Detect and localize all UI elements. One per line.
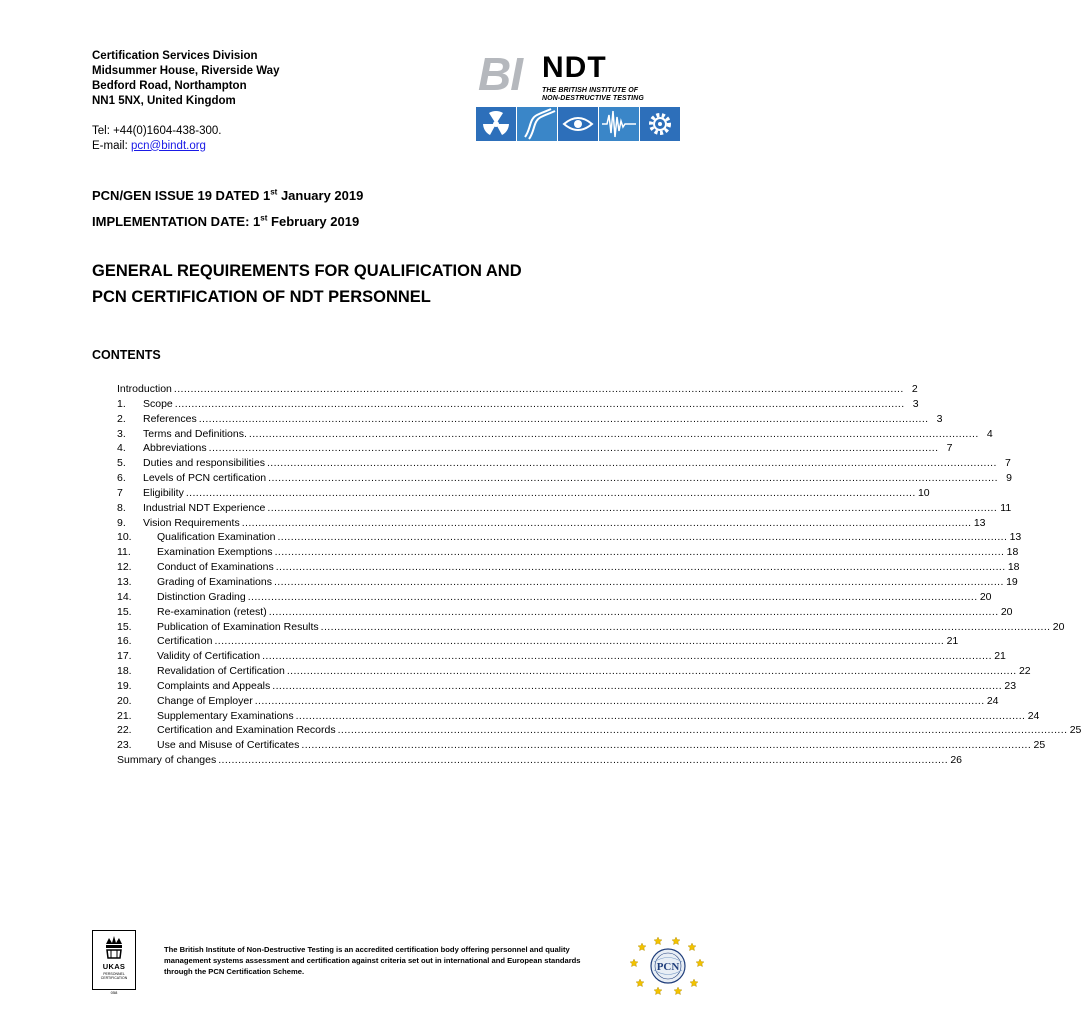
toc-entry-number: 21. bbox=[117, 709, 132, 722]
toc-entry[interactable] bbox=[117, 605, 1013, 620]
toc-entry-number: 10. bbox=[117, 531, 132, 544]
toc-entry-label: Vision Requirements bbox=[143, 516, 240, 529]
logo-icon-strip bbox=[476, 107, 680, 141]
toc-entry-page: 25 bbox=[1033, 739, 1046, 752]
toc-entry-label: Certification bbox=[157, 635, 213, 648]
star-icon bbox=[690, 979, 698, 987]
contents-heading: CONTENTS bbox=[92, 348, 161, 362]
toc-dot-leader: ............................................................................................................................................................................................................................ bbox=[267, 501, 998, 514]
toc-entry[interactable] bbox=[117, 709, 1040, 724]
toc-entry-label: Complaints and Appeals bbox=[157, 679, 271, 692]
crown-icon bbox=[104, 934, 124, 960]
toc-entry-page: 3 bbox=[912, 397, 919, 410]
toc-entry[interactable] bbox=[117, 753, 963, 768]
toc-entry-page: 13 bbox=[973, 516, 986, 529]
toc-entry-label: Terms and Definitions. bbox=[143, 427, 247, 440]
toc-dot-leader: ............................................................................................................................................................................................................................ bbox=[277, 531, 1008, 544]
toc-entry-page: 18 bbox=[1007, 561, 1020, 574]
toc-dot-leader: ............................................................................................................................................................................................................................ bbox=[174, 397, 905, 410]
address-line: NN1 5NX, United Kingdom bbox=[92, 95, 236, 107]
toc-entry-number: 7 bbox=[117, 486, 123, 499]
implementation-text: IMPLEMENTATION DATE: 1 bbox=[92, 214, 261, 229]
title-line: GENERAL REQUIREMENTS FOR QUALIFICATION AND bbox=[92, 262, 522, 280]
toc-entry-page: 20 bbox=[1052, 620, 1065, 633]
toc-dot-leader: ............................................................................................................................................................................................................................ bbox=[337, 724, 1068, 737]
toc-entry-page: 21 bbox=[946, 635, 959, 648]
toc-dot-leader: ............................................................................................................................................................................................................................ bbox=[266, 457, 997, 470]
toc-entry-number: 22. bbox=[117, 724, 132, 737]
logo-subtitle bbox=[542, 87, 644, 103]
toc-entry-label: Re-examination (retest) bbox=[157, 605, 267, 618]
toc-dot-leader: ............................................................................................................................................................................................................................ bbox=[320, 620, 1051, 633]
eye-icon bbox=[558, 107, 598, 141]
toc-dot-leader: ............................................................................................................................................................................................................................ bbox=[198, 412, 929, 425]
toc-entry-number: 16. bbox=[117, 635, 132, 648]
star-icon bbox=[654, 987, 662, 995]
toc-entry[interactable] bbox=[117, 649, 1006, 664]
logo-bi-text: BI bbox=[478, 48, 522, 100]
toc-entry-number: 9. bbox=[117, 516, 126, 529]
toc-dot-leader: ............................................................................................................................................................................................................................ bbox=[208, 442, 939, 455]
logo-ndt-text: NDT bbox=[542, 51, 607, 84]
toc-entry[interactable] bbox=[117, 530, 1022, 545]
toc-entry-page: 21 bbox=[994, 650, 1006, 663]
toc-entry-label: Publication of Examination Results bbox=[157, 620, 319, 633]
toc-entry-label: Introduction bbox=[117, 383, 172, 395]
toc-dot-leader: ............................................................................................................................................................................................................................ bbox=[274, 546, 1005, 559]
toc-entry[interactable] bbox=[117, 456, 1011, 471]
toc-entry[interactable] bbox=[117, 501, 1012, 516]
toc-entry-label: Grading of Examinations bbox=[157, 575, 272, 588]
email-label: E-mail: bbox=[92, 139, 131, 152]
toc-entry[interactable] bbox=[117, 634, 959, 649]
toc-entry[interactable] bbox=[117, 620, 1065, 635]
toc-entry-page: 10 bbox=[917, 486, 930, 499]
toc-dot-leader: ............................................................................................................................................................................................................................ bbox=[254, 694, 985, 707]
toc-dot-leader: ............................................................................................................................................................................................................................ bbox=[214, 635, 945, 648]
toc-entry-label: Abbreviations bbox=[143, 442, 207, 455]
logo-subtitle-line: NON-DESTRUCTIVE TESTING bbox=[542, 95, 644, 102]
toc-entry-label: Revalidation of Certification bbox=[157, 665, 285, 678]
toc-entry-label: Summary of changes bbox=[117, 754, 217, 767]
toc-entry-label: Supplementary Examinations bbox=[157, 709, 294, 722]
toc-entry-page: 2 bbox=[911, 383, 918, 395]
star-icon bbox=[672, 937, 680, 945]
toc-entry-page: 20 bbox=[1000, 605, 1013, 618]
toc-entry-number: 3. bbox=[117, 427, 126, 440]
toc-entry-page: 7 bbox=[946, 442, 953, 455]
toc-dot-leader: ............................................................................................................................................................................................................................ bbox=[301, 739, 1032, 752]
implementation-superscript: st bbox=[260, 213, 268, 223]
toc-entry-page: 22 bbox=[1018, 665, 1031, 678]
toc-entry-label: Duties and responsibilities bbox=[143, 457, 265, 470]
wave-icon bbox=[517, 107, 557, 141]
ukas-label: UKAS bbox=[102, 962, 126, 971]
toc-entry-number: 15. bbox=[117, 620, 132, 633]
address-line: Certification Services Division bbox=[92, 50, 258, 62]
footer-statement: The British Institute of Non-Destructive Testing is an accredited certification body offering personnel and quality management systems assessment and certification against criteria set out in international and European standards through the PCN Certification Scheme. bbox=[164, 945, 581, 977]
toc-entry[interactable] bbox=[117, 516, 986, 531]
toc-entry-page: 4 bbox=[986, 427, 993, 440]
toc-entry[interactable] bbox=[117, 382, 918, 397]
toc-entry-label: Conduct of Examinations bbox=[157, 561, 274, 574]
logo-subtitle-line: THE BRITISH INSTITUTE OF bbox=[542, 87, 639, 94]
toc-entry-number: 5. bbox=[117, 457, 126, 470]
toc-dot-leader: ............................................................................................................................................................................................................................ bbox=[275, 561, 1006, 574]
toc-entry-page: 11 bbox=[1000, 501, 1012, 514]
toc-entry[interactable] bbox=[117, 397, 919, 412]
toc-dot-leader: ............................................................................................................................................................................................................................ bbox=[248, 427, 979, 440]
title-line: PCN CERTIFICATION OF NDT PERSONNEL bbox=[92, 288, 431, 306]
toc-entry-page: 24 bbox=[1027, 709, 1040, 722]
toc-entry-page: 9 bbox=[1006, 472, 1012, 485]
toc-entry[interactable] bbox=[117, 723, 1081, 738]
toc-entry-label: Validity of Certification bbox=[157, 650, 261, 663]
toc-entry-number: 20. bbox=[117, 694, 132, 707]
ukas-logo bbox=[92, 930, 136, 995]
document-title bbox=[92, 258, 522, 310]
ukas-small-text: PERSONNEL CERTIFICATION bbox=[100, 972, 128, 980]
toc-entry[interactable] bbox=[117, 427, 993, 442]
toc-entry[interactable] bbox=[117, 545, 1019, 560]
issue-line bbox=[92, 188, 363, 203]
toc-dot-leader: ............................................................................................................................................................................................................................ bbox=[268, 472, 998, 485]
toc-entry[interactable] bbox=[117, 412, 943, 427]
signal-icon bbox=[599, 107, 639, 141]
toc-entry-page: 25 bbox=[1069, 724, 1081, 737]
implementation-date-line bbox=[92, 214, 359, 229]
toc-entry[interactable] bbox=[117, 575, 1018, 590]
star-icon bbox=[636, 979, 644, 987]
toc-entry-number: 1. bbox=[117, 397, 126, 410]
toc-entry[interactable] bbox=[117, 590, 992, 605]
toc-dot-leader: ............................................................................................................................................................................................................................ bbox=[241, 516, 972, 529]
toc-entry-page: 20 bbox=[979, 590, 992, 603]
toc-entry-number: 14. bbox=[117, 590, 132, 603]
toc-entry[interactable] bbox=[117, 471, 1012, 486]
radiation-icon bbox=[476, 107, 516, 141]
star-icon bbox=[654, 937, 662, 945]
toc-entry-page: 23 bbox=[1004, 679, 1017, 692]
toc-entry-label: Use and Misuse of Certificates bbox=[157, 739, 300, 752]
toc-dot-leader: ............................................................................................................................................................................................................................ bbox=[286, 665, 1017, 678]
toc-entry-page: 24 bbox=[986, 694, 999, 707]
toc-entry-number: 12. bbox=[117, 561, 132, 574]
toc-entry-page: 7 bbox=[1004, 457, 1011, 470]
toc-dot-leader: ............................................................................................................................................................................................................................ bbox=[218, 754, 949, 767]
bindt-logo bbox=[474, 49, 684, 143]
toc-entry-label: Qualification Examination bbox=[157, 531, 276, 544]
email-link[interactable]: pcn@bindt.org bbox=[130, 139, 206, 152]
toc-entry[interactable] bbox=[117, 441, 953, 456]
toc-entry-page: 3 bbox=[936, 412, 943, 425]
toc-entry-label: Eligibility bbox=[143, 486, 184, 499]
toc-entry[interactable] bbox=[117, 664, 1031, 679]
toc-entry-label: Scope bbox=[143, 397, 173, 410]
toc-entry[interactable] bbox=[117, 560, 1020, 575]
toc-entry-number: 17. bbox=[117, 650, 132, 663]
toc-dot-leader: ............................................................................................................................................................................................................................ bbox=[247, 590, 978, 603]
toc-entry[interactable] bbox=[117, 486, 930, 501]
star-icon bbox=[638, 943, 646, 951]
toc-entry-label: Examination Exemptions bbox=[157, 546, 273, 559]
toc-dot-leader: ............................................................................................................................................................................................................................ bbox=[262, 650, 992, 663]
toc-entry-number: 23. bbox=[117, 739, 132, 752]
toc-dot-leader: ............................................................................................................................................................................................................................ bbox=[173, 383, 904, 395]
implementation-text: February 2019 bbox=[267, 214, 360, 229]
table-of-contents bbox=[117, 382, 1081, 768]
toc-entry-page: 18 bbox=[1006, 546, 1019, 559]
toc-entry-number: 19. bbox=[117, 679, 132, 692]
pcn-logo bbox=[628, 935, 706, 997]
toc-entry-page: 26 bbox=[950, 754, 963, 767]
toc-entry-number: 13. bbox=[117, 575, 132, 588]
toc-entry-number: 15. bbox=[117, 605, 132, 618]
toc-entry[interactable] bbox=[117, 694, 999, 709]
toc-entry-label: Change of Employer bbox=[157, 694, 253, 707]
toc-dot-leader: ............................................................................................................................................................................................................................ bbox=[272, 679, 1003, 692]
toc-entry-label: Certification and Examination Records bbox=[157, 724, 336, 737]
toc-dot-leader: ............................................................................................................................................................................................................................ bbox=[273, 575, 1004, 588]
toc-entry-number: 6. bbox=[117, 472, 126, 485]
address-block bbox=[92, 49, 279, 109]
issue-superscript: st bbox=[270, 187, 278, 197]
toc-dot-leader: ............................................................................................................................................................................................................................ bbox=[295, 709, 1026, 722]
toc-entry-number: 8. bbox=[117, 501, 126, 514]
toc-dot-leader: ............................................................................................................................................................................................................................ bbox=[268, 605, 999, 618]
star-icon bbox=[674, 987, 682, 995]
toc-entry-number: 2. bbox=[117, 412, 126, 425]
star-icon bbox=[696, 959, 704, 967]
toc-entry[interactable] bbox=[117, 679, 1017, 694]
star-icon bbox=[688, 943, 696, 951]
toc-entry-label: References bbox=[143, 412, 197, 425]
toc-entry-label: Distinction Grading bbox=[157, 590, 246, 603]
gear-icon bbox=[640, 107, 680, 141]
toc-entry-number: 18. bbox=[117, 665, 132, 678]
telephone: Tel: +44(0)1604-438-300. bbox=[92, 125, 222, 137]
toc-entry-page: 19 bbox=[1006, 575, 1018, 588]
toc-entry-number: 11. bbox=[117, 546, 131, 559]
toc-entry-label: Industrial NDT Experience bbox=[143, 501, 266, 514]
toc-entry-number: 4. bbox=[117, 442, 126, 455]
contact-block bbox=[92, 124, 221, 153]
issue-text: PCN/GEN ISSUE 19 DATED 1 bbox=[92, 188, 271, 203]
email-line bbox=[92, 139, 221, 154]
star-icon bbox=[630, 959, 638, 967]
issue-text: January 2019 bbox=[277, 188, 364, 203]
toc-entry-page: 13 bbox=[1009, 531, 1022, 544]
toc-dot-leader: ............................................................................................................................................................................................................................ bbox=[185, 486, 916, 499]
address-line: Bedford Road, Northampton bbox=[92, 80, 247, 92]
toc-entry[interactable] bbox=[117, 738, 1046, 753]
ukas-number: 058 bbox=[110, 990, 118, 995]
pcn-logo-text: PCN bbox=[656, 961, 680, 973]
toc-entry-label: Levels of PCN certification bbox=[143, 472, 267, 485]
address-line: Midsummer House, Riverside Way bbox=[92, 65, 280, 77]
